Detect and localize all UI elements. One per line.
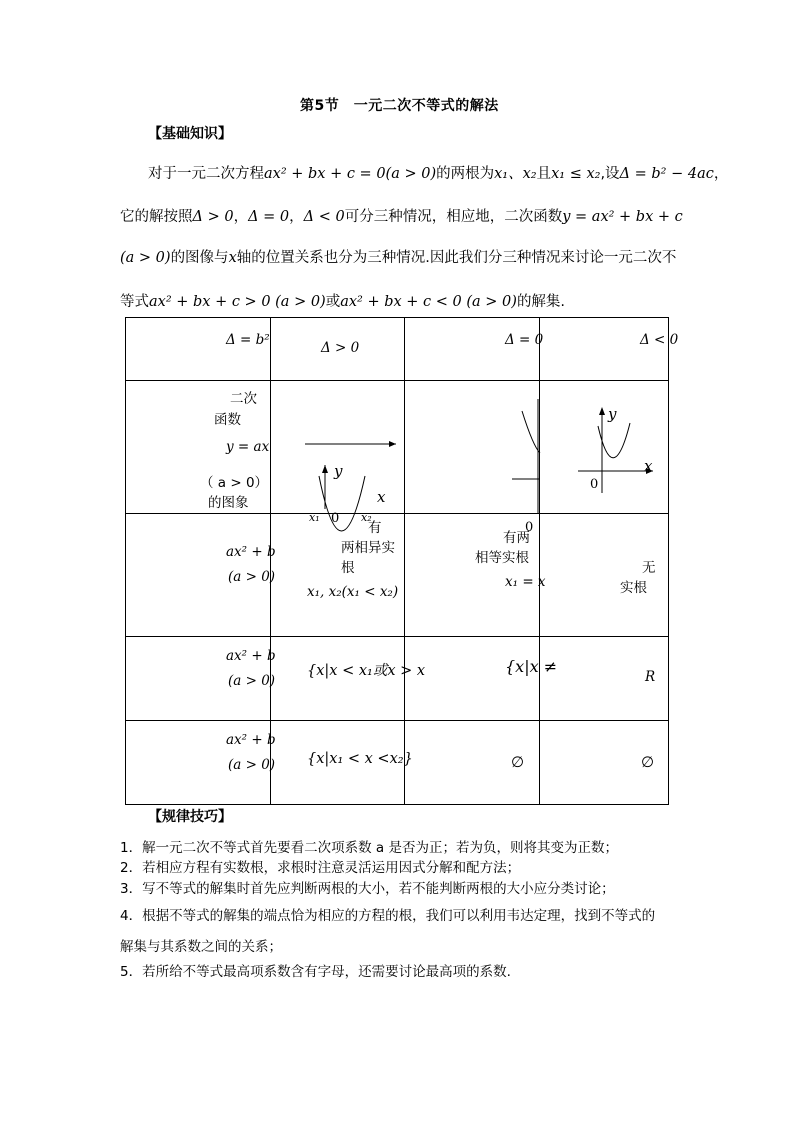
- tip-item: 1．解一元二次不等式首先要看二次项系数 a 是否为正；若为负，则将其变为正数；: [120, 840, 618, 856]
- origin-label: 0: [590, 477, 599, 492]
- origin-label: 0: [525, 520, 534, 535]
- origin-label: 0: [331, 511, 340, 526]
- row-label-equation: ax² + b: [226, 544, 276, 560]
- row-label-cell: [126, 381, 271, 514]
- tip-item: 2．若相应方程有实数根，求根时注意灵活运用因式分解和配方法；: [120, 860, 521, 876]
- row-label: （ a > 0）: [200, 475, 269, 491]
- header-cell: [405, 318, 544, 381]
- delta-case: Δ < 0: [303, 209, 345, 225]
- table-row-header: [126, 318, 669, 381]
- row-label-cell: [126, 637, 276, 721]
- empty-set: ∅: [641, 753, 655, 771]
- header-cell: [540, 318, 679, 381]
- header-delta: Δ = b²: [226, 332, 270, 348]
- roots-cell: [405, 514, 546, 637]
- graph-cell-no-root: [540, 381, 669, 514]
- text: 且: [536, 166, 552, 182]
- inequality: ax² + bx + c > 0 (a > 0): [149, 294, 326, 310]
- roots-text: 两相异实: [341, 540, 395, 556]
- row-label: 二次: [230, 391, 257, 407]
- solution-set: R: [645, 669, 656, 685]
- solution-cell: [271, 637, 426, 721]
- header-delta-zero: Δ = 0: [505, 332, 544, 348]
- row-label-cell: [126, 721, 276, 805]
- header-delta-positive: Δ > 0: [321, 340, 360, 356]
- inequality: ax² + bx + c < 0 (a > 0): [340, 294, 517, 310]
- x-label: x: [377, 488, 386, 506]
- root-x2-label: x₂: [361, 511, 372, 524]
- text: 的两根为: [436, 166, 495, 182]
- header-delta-negative: Δ < 0: [640, 332, 679, 348]
- solution-cell: [540, 721, 669, 805]
- text: 它的解按照: [120, 209, 193, 225]
- solution-cell: [405, 637, 558, 721]
- row-label-condition: (a > 0): [228, 569, 276, 585]
- tip-item: 5．若所给不等式最高项系数含有字母，还需要讨论最高项的系数.: [120, 964, 511, 980]
- parabola-curve: [598, 423, 630, 458]
- table-row-roots: [126, 514, 669, 637]
- roots-text: 实根: [620, 580, 647, 596]
- table-row-graphs: [126, 381, 669, 514]
- text: 对于一元二次方程: [148, 166, 264, 182]
- roots-cell: [540, 514, 669, 637]
- parabola-no-root-graph: [540, 381, 669, 514]
- page-title: 第5节 一元二次不等式的解法: [300, 98, 499, 114]
- quadratic-function: y = ax² + bx + c: [562, 209, 683, 225]
- tip-item: 解集与其系数之间的关系；: [120, 939, 282, 955]
- roots-expression: x₁ = x: [505, 574, 546, 590]
- section-basic-knowledge: 【基础知识】: [148, 126, 232, 142]
- solution-table: [125, 317, 679, 805]
- table-row-greater: [126, 637, 669, 721]
- table-row-less: [126, 721, 669, 805]
- section-tips: 【规律技巧】: [148, 809, 232, 825]
- roots-text: 有两: [503, 530, 530, 546]
- solution-cell: [405, 721, 540, 805]
- y-label: y: [334, 462, 343, 480]
- text: 轴的位置关系也分为三种情况.因此我们分三种情况来讨论一元二次不: [236, 250, 677, 266]
- parabola-two-roots-graph: [271, 381, 405, 526]
- roots-text: 有: [368, 520, 382, 536]
- row-label-fn: y = ax: [226, 439, 270, 455]
- y-label: y: [608, 405, 617, 423]
- solution-cell: [271, 721, 413, 805]
- y-axis-arrow: [599, 407, 605, 415]
- tip-item: 3．写不等式的解集时首先应判断两根的大小，若不能判断两根的大小应分类讨论；: [120, 881, 615, 897]
- roots: x₁、x₂: [494, 166, 537, 182]
- roots-text: 根: [341, 560, 355, 576]
- root-x1-label: x₁: [309, 511, 320, 524]
- row-label-condition: (a > 0): [228, 757, 276, 773]
- paragraph-line-1: [148, 162, 728, 183]
- solution-set: {x|x₁ < x <x₂}: [307, 751, 413, 767]
- text: ，: [233, 209, 249, 225]
- solution-set: {x|x ≠: [505, 657, 558, 676]
- parabola-tangent-graph: [405, 381, 540, 535]
- text: 等式: [120, 294, 149, 310]
- roots-expression: x₁, x₂(x₁ < x₂): [307, 584, 399, 600]
- text: 的解集.: [516, 294, 566, 310]
- row-label: 函数: [214, 412, 241, 428]
- solution-set: {x|x < x₁或x > x: [307, 663, 426, 679]
- text: 可分三种情况，相应地，二次函数: [344, 209, 563, 225]
- solution-cell: [540, 637, 669, 721]
- text: ,设: [600, 166, 620, 182]
- header-cell: [271, 318, 405, 381]
- roots-text: 无: [642, 560, 656, 576]
- roots-cell: [271, 514, 405, 637]
- row-label: 的图象: [208, 495, 249, 511]
- header-cell: [126, 318, 271, 381]
- parabola-curve: [522, 411, 540, 453]
- axis-var: x: [228, 250, 237, 266]
- text: 的图像与: [170, 250, 229, 266]
- row-label-inequality: ax² + b: [226, 732, 276, 748]
- text: ，: [289, 209, 304, 225]
- graph-cell-double-root: [405, 381, 540, 535]
- row-label-inequality: ax² + b: [226, 648, 276, 664]
- text: ，: [713, 166, 729, 182]
- roots-text: 相等实根: [475, 550, 529, 566]
- root-order: x₁ ≤ x₂: [551, 166, 601, 182]
- paragraph-line-2: [120, 205, 683, 226]
- discriminant: Δ = b² − 4ac: [619, 166, 714, 182]
- tip-item: 4．根据不等式的解集的端点恰为相应的方程的根，我们可以利用韦达定理，找到不等式的: [120, 908, 656, 924]
- paragraph-line-3: [120, 246, 676, 267]
- paragraph-line-4: [120, 290, 565, 311]
- x-label: x: [644, 457, 653, 475]
- equation: ax² + bx + c = 0(a > 0): [264, 166, 437, 182]
- row-label-cell: [126, 514, 276, 637]
- delta-case: Δ > 0: [192, 209, 234, 225]
- row-label-condition: (a > 0): [228, 673, 276, 689]
- condition: (a > 0): [120, 250, 171, 266]
- empty-set: ∅: [511, 753, 525, 771]
- text: 或: [325, 294, 341, 310]
- x-axis-arrow: [389, 441, 396, 447]
- delta-case: Δ = 0: [248, 209, 290, 225]
- graph-cell-two-roots: [271, 381, 405, 526]
